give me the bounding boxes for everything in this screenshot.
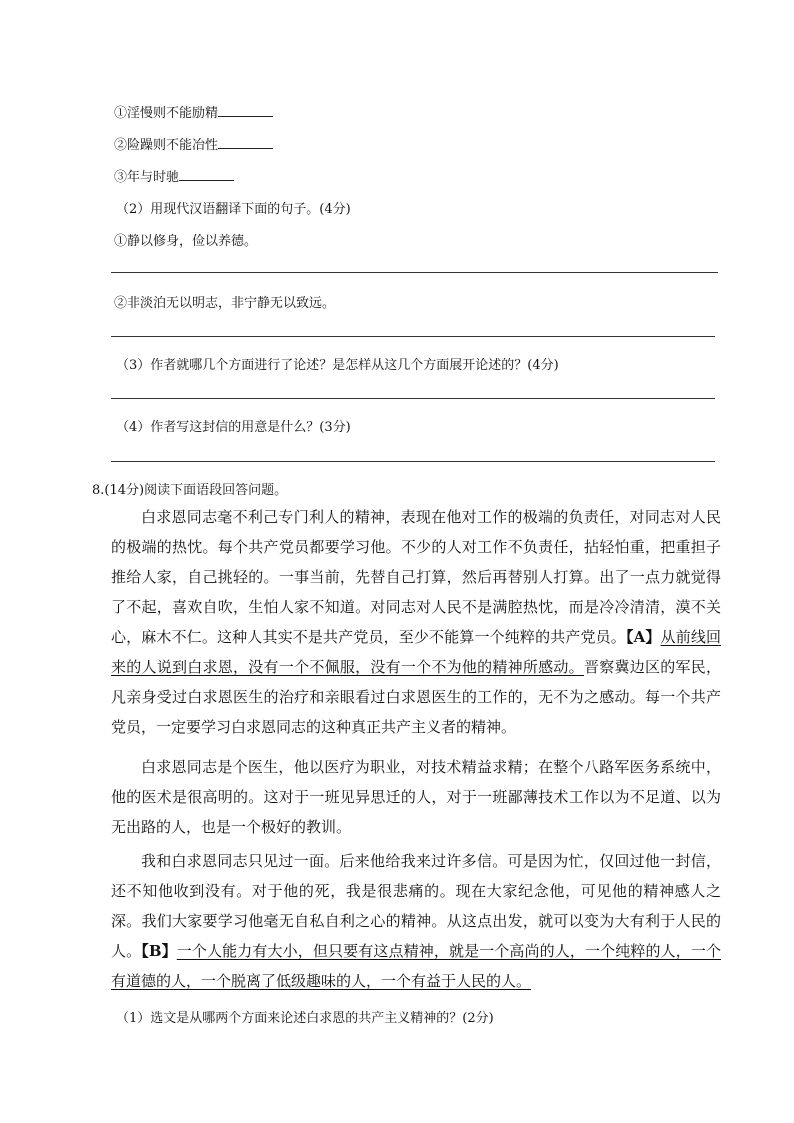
sub-question-8-1: （1）选文是从哪两个方面来论述白求恩的共产主义精神的？(2分) xyxy=(116,1011,494,1026)
question-8-heading: 8.(14分)阅读下面语段回答问题。 xyxy=(92,483,288,498)
answer-blank[interactable] xyxy=(179,168,234,181)
fill-item-3 xyxy=(114,166,234,185)
passage-paragraph-1 xyxy=(111,502,721,742)
answer-line[interactable] xyxy=(111,461,715,462)
answer-line[interactable] xyxy=(111,272,718,273)
fill-item-1 xyxy=(114,102,273,121)
underlined-sentence-b: 一个人能力有大小，但只要有这点精神，就是一个高尚的人，一个纯粹的人，一个有道德的人，一个脱离了低级趣味的人，一个有益于人民的人。 xyxy=(111,942,721,990)
fill-item-text: ③年与时驰 xyxy=(114,170,180,185)
answer-line[interactable] xyxy=(111,398,715,399)
fill-item-text: ①淫慢则不能励精 xyxy=(114,106,219,121)
passage-paragraph-2 xyxy=(111,752,721,842)
fill-item-2 xyxy=(114,134,273,153)
passage-paragraph-3 xyxy=(111,846,721,996)
passage-text: 白求恩同志毫不利己专门利人的精神，表现在他对工作的极端的负责任，对同志对人民的极端的热忱。每个共产党员都要学习他。不少的人对工作不负责任，拈轻怕重，把重担子推给人家，自己挑轻的。一事当前，先替自己打算，然后再替别人打算。出了一点力就觉得了不起，喜欢自吹，生怕人家不知道。对同志对人民不是满腔热忱，而是冷冷清清，漠不关心，麻木不仁。这种人其实不是共产党员，至少不能算一个纯粹的共产党员。 xyxy=(111,508,721,646)
sub-question-2: （2）用现代汉语翻译下面的句子。(4分) xyxy=(116,202,351,217)
answer-line[interactable] xyxy=(111,336,715,337)
translate-sentence-2: ②非淡泊无以明志，非宁静无以致远。 xyxy=(114,296,336,311)
passage-text: 白求恩同志是个医生，他以医疗为职业，对技术精益求精；在整个八路军医务系统中，他的医术是很高明的。这对于一班见异思迁的人，对于一班鄙薄技术工作以为不足道、以为无出路的人，也是一个极好的教训。 xyxy=(111,758,721,836)
passage-text: 晋察冀边区的军民，凡亲身受过白求恩医生的治疗和亲眼看过白求恩医生的工作的，无不为之感动。每一个共产党员，一定要学习白求恩同志的这种真正共产主义者的精神。 xyxy=(111,658,721,736)
passage-text: 我和白求恩同志只见过一面。后来他给我来过许多信。可是因为忙，仅回过他一封信，还不知他收到没有。对于他的死，我是很悲痛的。现在大家纪念他，可见他的精神感人之深。我们大家要学习他毫无自私自利之心的精神。从这点出发，就可以变为大有利于人民的人。 xyxy=(111,852,721,960)
answer-blank[interactable] xyxy=(218,136,273,149)
translate-sentence-1: ①静以修身，俭以养德。 xyxy=(114,234,258,249)
fill-item-text: ②险躁则不能冶性 xyxy=(114,138,219,153)
underlined-sentence-a: 从前线回来的人说到白求恩，没有一个不佩服，没有一个不为他的精神所感动。 xyxy=(111,628,721,676)
sub-question-3: （3）作者就哪几个方面进行了论述？是怎样从这几个方面展开论述的？(4分) xyxy=(116,358,559,373)
answer-blank[interactable] xyxy=(218,104,273,117)
marker-b: 【B】 xyxy=(141,942,177,960)
marker-a: 【A】 xyxy=(625,628,661,646)
sub-question-4: （4）作者写这封信的用意是什么？(3分) xyxy=(116,420,351,435)
